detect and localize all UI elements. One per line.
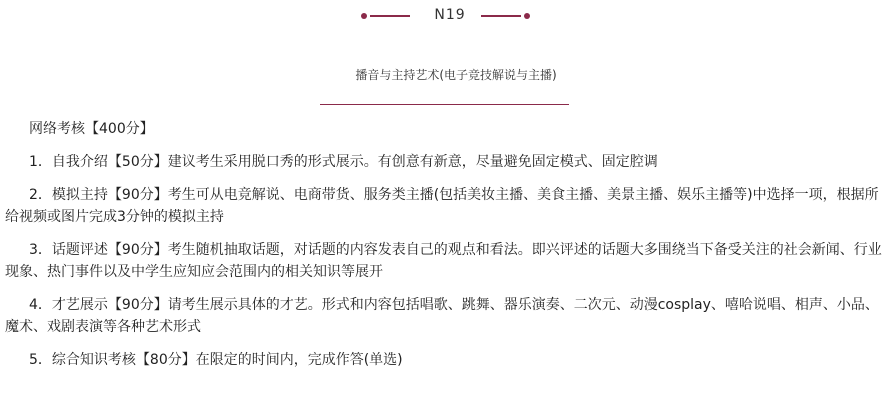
ornament-dot-right	[524, 13, 530, 19]
list-item-self-intro: 1．自我介绍【50分】建议考生采用脱口秀的形式展示。有创意有新意，尽量避免固定模式、固定腔调	[29, 154, 658, 170]
list-item-mock-hosting: 2．模拟主持【90分】考生可从电竞解说、电商带货、服务类主播(包括美妆主播、美食主播、美景主播、娱乐主播等)中选择一项，根据所给视频或图片完成3分钟的模拟主持	[5, 187, 879, 225]
header-ornament	[0, 4, 892, 28]
list-item-topic-commentary: 3．话题评述【90分】考生随机抽取话题，对话题的内容发表自己的观点和看法。即兴评述的话题大多围绕当下备受关注的社会新闻、行业现象、热门事件以及中学生应知应会范围内的相关知识等展开	[5, 242, 882, 280]
subtitle-divider	[320, 104, 569, 105]
ornament-line-right	[481, 15, 521, 17]
content-body	[5, 118, 885, 382]
section-code: N19	[434, 7, 466, 23]
ornament-line-left	[370, 15, 410, 17]
list-item-talent-show: 4．才艺展示【90分】请考生展示具体的才艺。形式和内容包括唱歌、跳舞、器乐演奏、二次元、动漫cosplay、嘻哈说唱、相声、小品、魔术、戏剧表演等各种艺术形式	[5, 297, 879, 335]
ornament-dot-left	[361, 13, 367, 19]
list-item-general-knowledge: 5．综合知识考核【80分】在限定的时间内，完成作答(单选)	[29, 352, 403, 368]
section-title: 网络考核【400分】	[29, 121, 154, 137]
page-subtitle: 播音与主持艺术(电子竞技解说与主播)	[355, 68, 557, 82]
